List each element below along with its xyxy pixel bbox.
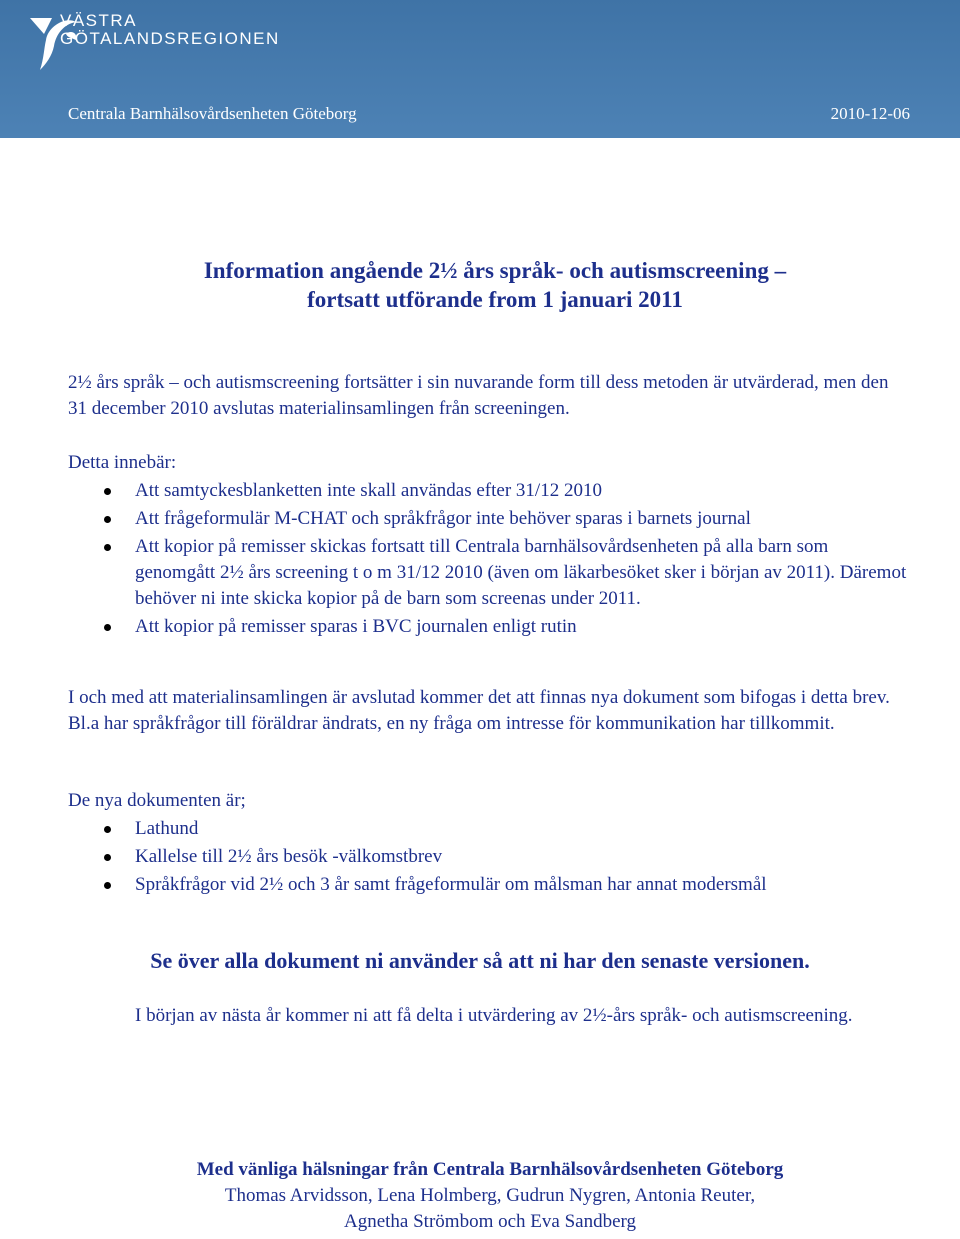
new-docs-intro: I och med att materialinsamlingen är avslutad kommer det att finnas nya dokument som bifogas i detta brev. Bl.a har språkfrågor till föräldrar ändrats, en ny fråga om intresse för kommunikation har tillkommit. bbox=[68, 687, 890, 734]
list-item: Att samtyckesblanketten inte skall användas efter 31/12 2010 bbox=[68, 478, 908, 504]
implications-heading: Detta innebär: bbox=[68, 452, 177, 473]
closing-names-line2: Agnetha Strömbom och Eva Sandberg bbox=[344, 1211, 636, 1232]
closing-names-line1: Thomas Arvidsson, Lena Holmberg, Gudrun Nygren, Antonia Reuter, bbox=[224, 1185, 756, 1206]
new-docs-heading: De nya dokumenten är; bbox=[68, 790, 246, 811]
header-date: 2010-12-06 bbox=[830, 104, 910, 123]
new-docs-list bbox=[68, 816, 908, 898]
list-item: Att frågeformulär M-CHAT och språkfrågor inte behöver sparas i barnets journal bbox=[68, 506, 908, 532]
list-item: Språkfrågor vid 2½ och 3 år samt frågeformulär om målsman har annat modersmål bbox=[68, 872, 908, 898]
emphasis-line: Se över alla dokument ni använder så att ni har den senaste versionen. bbox=[150, 948, 810, 973]
list-item: Kallelse till 2½ års besök -välkomstbrev bbox=[68, 844, 908, 870]
closing-greeting: Med vänliga hälsningar från Centrala Barnhälsovårdsenheten Göteborg bbox=[196, 1159, 784, 1180]
closing-signature bbox=[0, 1157, 960, 1235]
list-item: Lathund bbox=[68, 816, 908, 842]
intro-paragraph: 2½ års språk – och autismscreening fortsätter i sin nuvarande form till dess metoden är utvärderad, men den 31 december 2010 avslutas materialinsamlingen från screeningen. bbox=[68, 372, 889, 419]
document-title: Information angående 2½ års språk- och autismscreening – fortsatt utförande from 1 januari 2011 bbox=[203, 258, 787, 312]
new-docs-section bbox=[68, 788, 908, 898]
header-band bbox=[0, 0, 960, 138]
list-item: Att kopior på remisser skickas fortsatt till Centrala barnhälsovårdsenheten på alla barn som genomgått 2½ års screening t o m 31/12 2010 (även om läkarbesöket sker i början av 2011). Däremot behöver ni inte skicka kopior på de barn som screenas under 2011. bbox=[68, 534, 908, 612]
header-unit: Centrala Barnhälsovårdsenheten Göteborg bbox=[68, 104, 357, 123]
implications-list bbox=[68, 478, 908, 640]
evaluation-note: I början av nästa år kommer ni att få delta i utvärdering av 2½-års språk- och autismscreening. bbox=[135, 1005, 853, 1026]
list-item: Att kopior på remisser sparas i BVC journalen enligt rutin bbox=[68, 614, 908, 640]
logo-wordmark: VÄSTRA GÖTALANDSREGIONEN bbox=[60, 11, 280, 48]
implications-section bbox=[68, 450, 908, 640]
